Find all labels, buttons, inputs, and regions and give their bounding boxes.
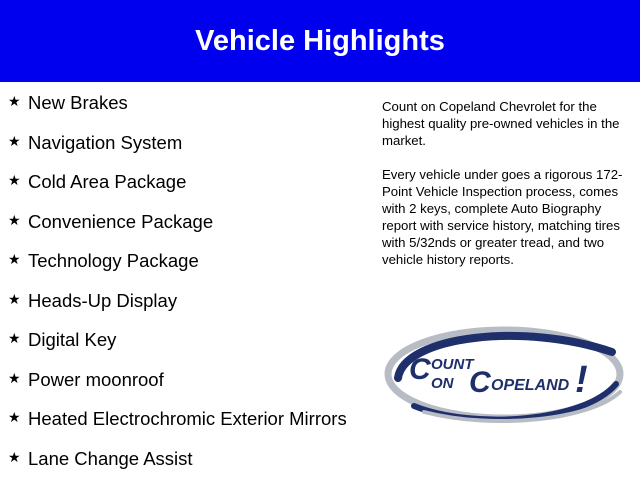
svg-text:C: C <box>409 353 432 386</box>
list-item <box>8 290 368 330</box>
list-item <box>8 408 368 448</box>
star-icon: ★ <box>8 290 28 310</box>
feature-label: Navigation System <box>28 132 182 154</box>
feature-label: Lane Change Assist <box>28 448 193 470</box>
star-icon: ★ <box>8 171 28 191</box>
list-item <box>8 250 368 290</box>
feature-label: Digital Key <box>28 329 116 351</box>
list-item <box>8 132 368 172</box>
star-icon: ★ <box>8 211 28 231</box>
list-item <box>8 92 368 132</box>
page-title: Vehicle Highlights <box>195 25 445 58</box>
count-on-copeland-logo <box>384 326 624 426</box>
star-icon: ★ <box>8 92 28 112</box>
feature-label: Heads-Up Display <box>28 290 177 312</box>
feature-label: Power moonroof <box>28 369 164 391</box>
feature-list <box>8 92 368 487</box>
svg-text:ON: ON <box>431 375 455 392</box>
star-icon: ★ <box>8 408 28 428</box>
svg-text:C: C <box>469 366 492 399</box>
description-paragraph: Count on Copeland Chevrolet for the highest quality pre-owned vehicles in the market. <box>382 98 632 149</box>
list-item <box>8 171 368 211</box>
feature-label: Cold Area Package <box>28 171 186 193</box>
star-icon: ★ <box>8 250 28 270</box>
list-item <box>8 448 368 487</box>
list-item <box>8 211 368 251</box>
feature-label: Technology Package <box>28 250 199 272</box>
description-paragraph: Every vehicle under goes a rigorous 172-Point Vehicle Inspection process, comes with 2 keys, complete Auto Biography report with service history, matching tires with 5/32nds or greater tread, and two vehicle history reports. <box>382 166 632 268</box>
svg-text:OUNT: OUNT <box>431 356 475 373</box>
feature-label: Heated Electrochromic Exterior Mirrors <box>28 408 347 430</box>
header-banner <box>0 0 640 82</box>
list-item <box>8 369 368 409</box>
svg-text:OPELAND: OPELAND <box>491 377 570 394</box>
star-icon: ★ <box>8 448 28 468</box>
list-item <box>8 329 368 369</box>
feature-label: New Brakes <box>28 92 128 114</box>
feature-label: Convenience Package <box>28 211 213 233</box>
svg-text:!: ! <box>575 359 588 401</box>
star-icon: ★ <box>8 329 28 349</box>
star-icon: ★ <box>8 369 28 389</box>
dealer-description <box>382 98 632 285</box>
star-icon: ★ <box>8 132 28 152</box>
